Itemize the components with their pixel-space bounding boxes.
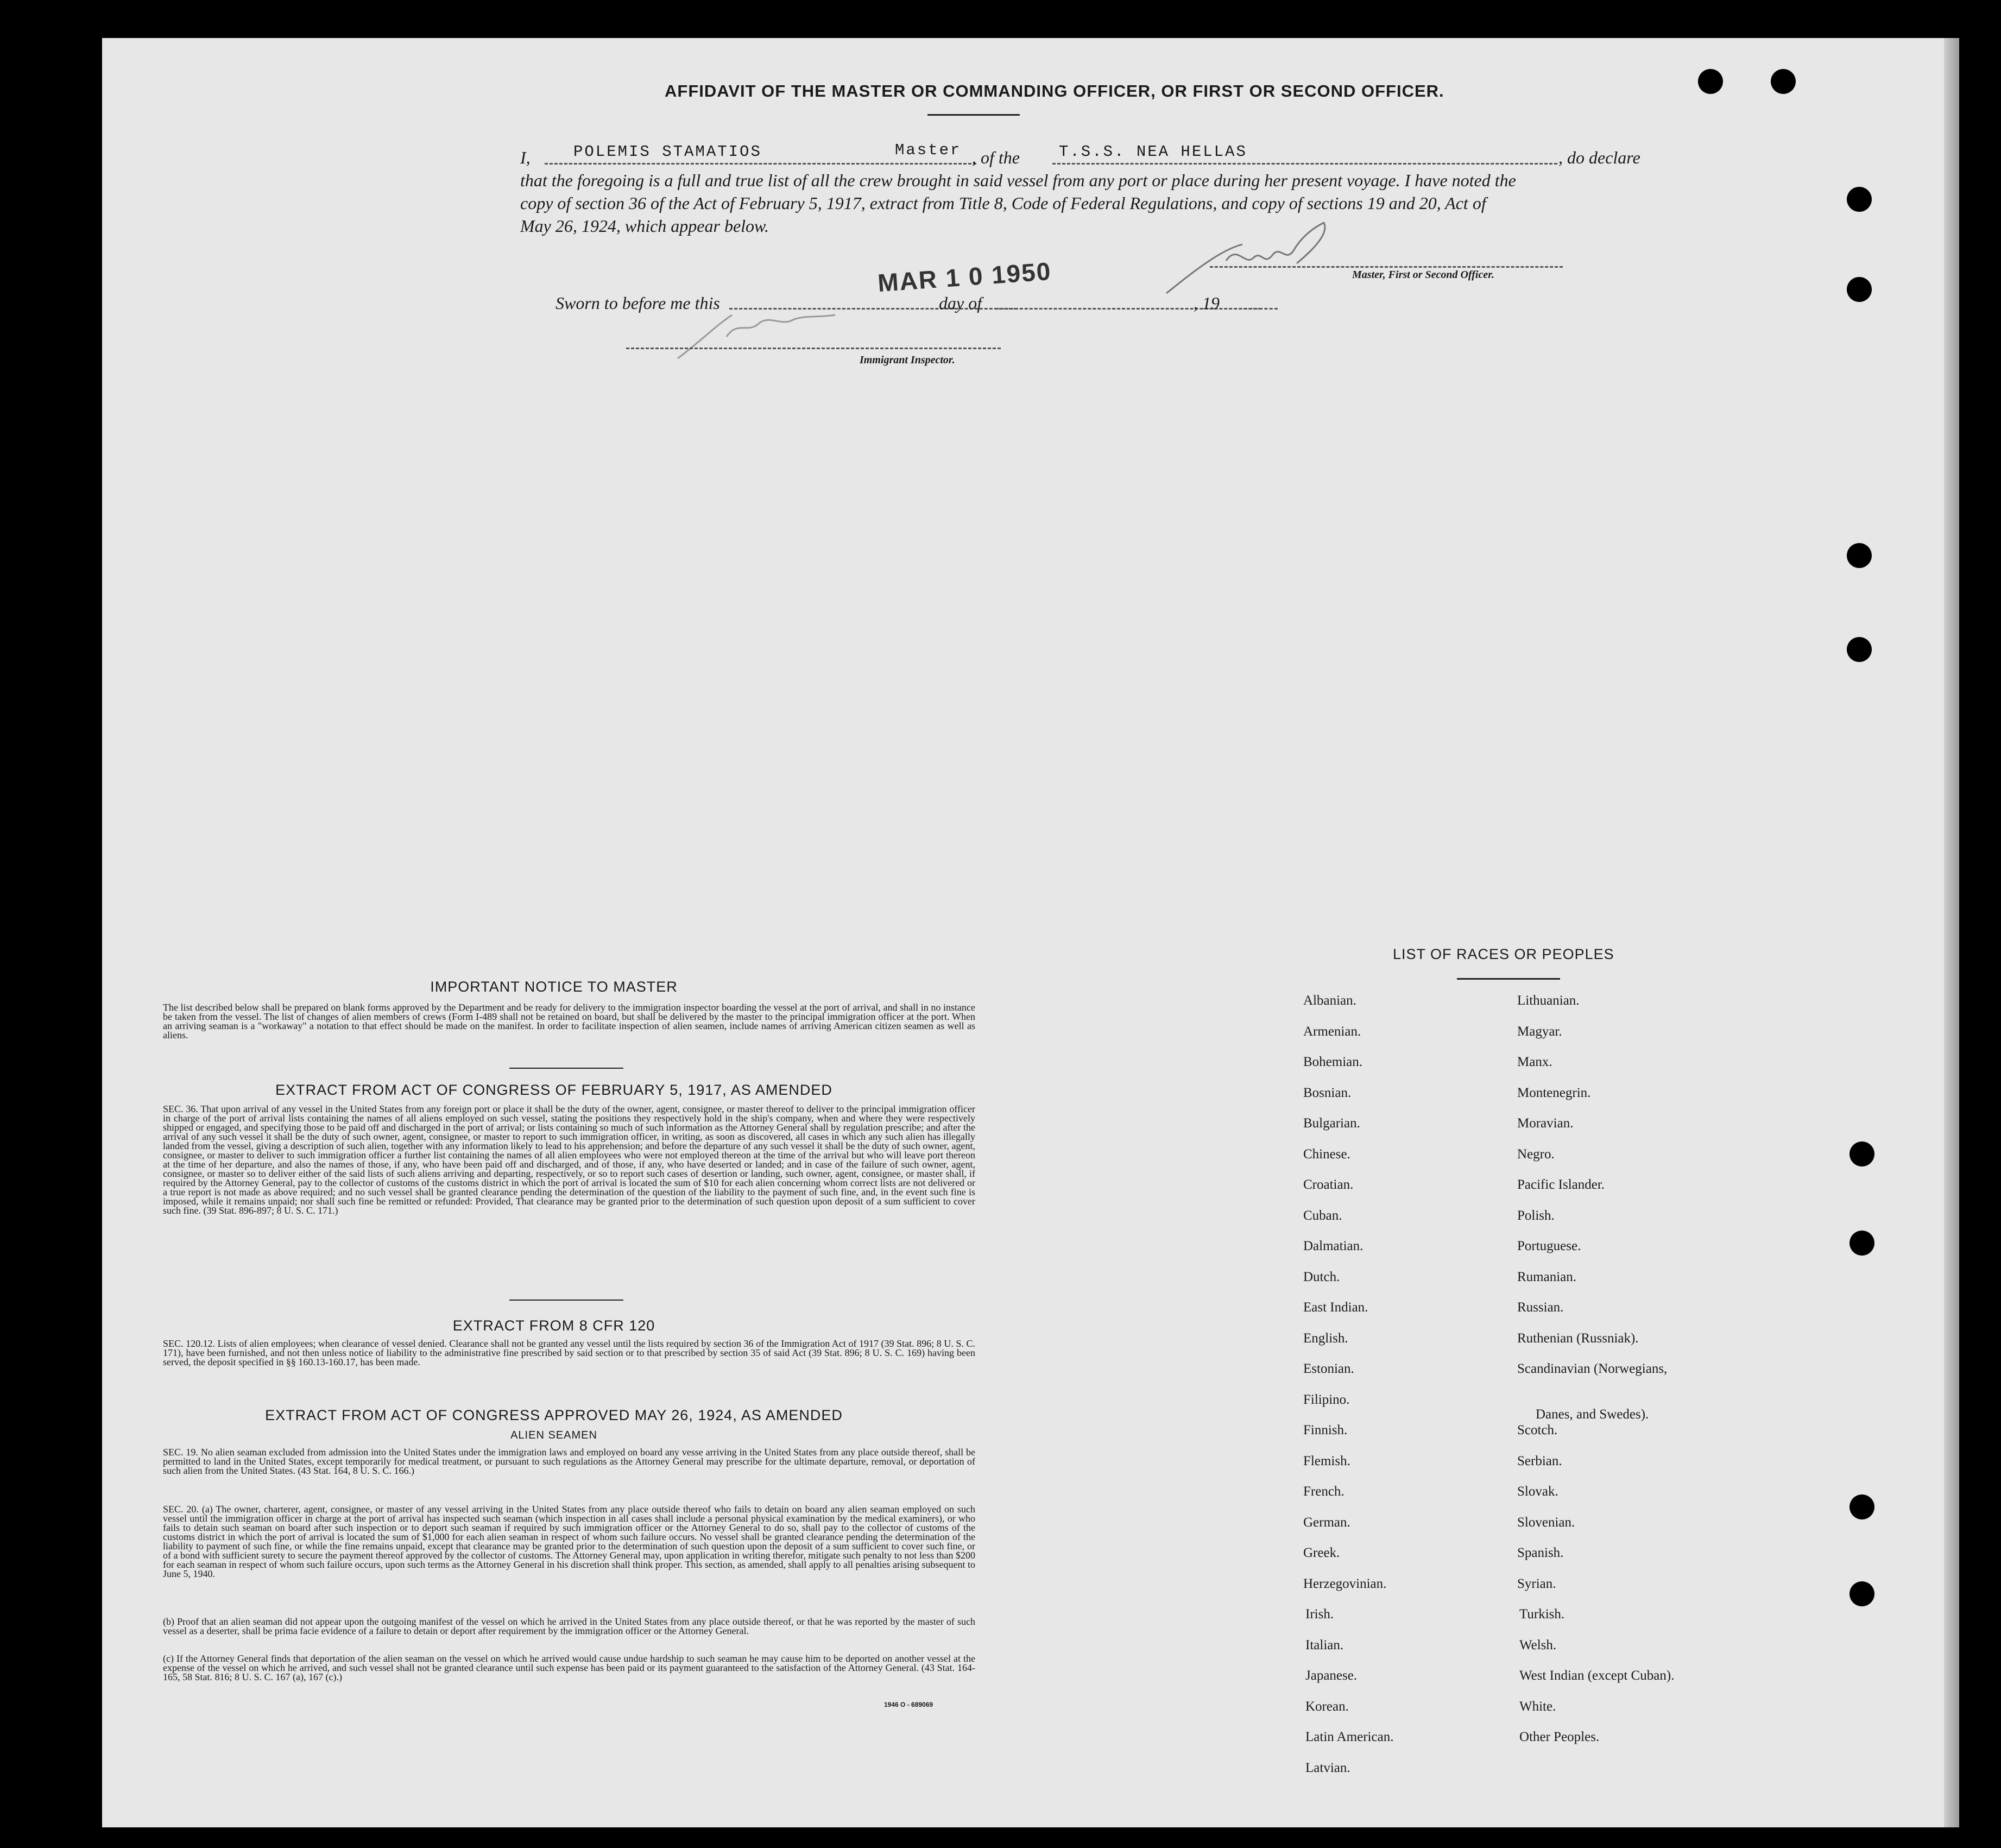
vessel-name: T.S.S. NEA HELLAS	[1059, 143, 1247, 161]
race-item: Polish.	[1517, 1208, 1555, 1223]
divider	[509, 1300, 623, 1301]
race-item: Latin American.	[1305, 1730, 1394, 1744]
races-title: LIST OF RACES OR PEOPLES	[1393, 946, 1614, 962]
race-item: Spanish.	[1517, 1546, 1564, 1560]
race-item: Lithuanian.	[1517, 993, 1580, 1008]
race-item: Slovak.	[1517, 1484, 1558, 1499]
race-item: Flemish.	[1303, 1453, 1350, 1468]
race-item: Ruthenian (Russniak).	[1517, 1330, 1639, 1346]
extract-1917-title: EXTRACT FROM ACT OF CONGRESS OF FEBRUARY 5, 1917, AS AMENDED	[275, 1082, 832, 1098]
master-name-line	[545, 163, 976, 165]
races-underline	[1457, 978, 1560, 980]
race-item: Italian.	[1305, 1637, 1344, 1653]
race-item: Filipino.	[1303, 1392, 1350, 1407]
race-item: Scotch.	[1517, 1423, 1558, 1437]
race-item: Moravian.	[1517, 1116, 1574, 1131]
extract-1917-body: SEC. 36. That upon arrival of any vessel in the United States from any foreign port or place it shall be the duty of the owner, agent, consignee, or master thereof to deliver to the principal immigration officer in charge of the port of arrival lists containing the names of all aliens employed on such vessel, stating the positions they respectively hold in the ship's company, when and where they were respectively shipped or engaged, and specifying those to be paid off and discharged in the port of arrival; or lists containing so much of such information as the Attorney General shall by regulation prescribe; and after the arrival of any such vessel it shall be the duty of such owner, agent, consignee, or master to report to such immigration officer, in writing, as soon as discovered, all cases in which any such alien has illegally landed from the vessel, giving a description of such alien, together with any information likely to lead to his apprehension; and before the departure of any such vessel it shall be the duty of such owner, agent, consignee, or master to deliver to such immigration officer a further list containing the names of all alien employees who were not employed thereon at the time of the arrival but who will leave port thereon at the time of her departure, and also the names of those, if any, who have been paid off and discharged, and of those, if any, who have deserted or landed; and in case of the failure of such owner, agent, consignee, or master so to deliver either of the said lists of such aliens arriving and departing, respectively, or so to report such cases of desertion or landing, such owner, agent, consignee, or master shall, if required by the Attorney General, pay to the collector of customs of the customs district in which the port of arrival is located the sum of $10 for each alien concerning whom correct lists are not delivered or a true report is not made as above required; and no such vessel shall be granted clearance pending the determination of the question of the liability to the payment of such fine, and, in the event such fine is imposed, while it remains unpaid; nor shall such fine be remitted or refunded: Provided, That clearance may be granted prior to the determination of such question upon deposit of a sum sufficient to cover such fine. (39 Stat. 896-897; 8 U. S. C. 171.)	[163, 1103, 975, 1216]
document-page	[102, 38, 1959, 1827]
race-item: West Indian (except Cuban).	[1519, 1668, 1675, 1683]
punch-hole	[1849, 1581, 1874, 1606]
master-signature-label: Master, First or Second Officer.	[1352, 269, 1494, 281]
extract-1924-sec19: SEC. 19. No alien seaman excluded from admission into the United States under the immigration laws and employed on board any vesse arriving in the United States from any place outside thereof, shall be permitted to land in the United States, except temporarily for medical treatment, or pursuant to such regulations as the Attorney General may prescribe for the ultimate departure, removal, or deportation of such alien from the United States. (43 Stat. 164, 8 U. S. C. 166.)	[163, 1447, 975, 1476]
race-item: East Indian.	[1303, 1300, 1368, 1315]
race-item: Pacific Islander.	[1517, 1177, 1605, 1192]
punch-hole	[1849, 1231, 1874, 1256]
race-item: Negro.	[1517, 1146, 1555, 1162]
do-declare-text: , do declare	[1558, 148, 1640, 167]
affidavit-title: AFFIDAVIT OF THE MASTER OR COMMANDING OFFICER, OR FIRST OR SECOND OFFICER.	[665, 81, 1444, 100]
day-of-text: day of	[939, 293, 982, 313]
race-item: Manx.	[1517, 1055, 1552, 1069]
punch-hole	[1847, 543, 1872, 568]
race-item: Danes, and Swedes).	[1536, 1407, 1649, 1422]
race-item: French.	[1303, 1484, 1344, 1499]
extract-1924-sec20a: SEC. 20. (a) The owner, charterer, agent, consignee, or master of any vessel arriving in the United States from any place outside thereof who fails to detain on board any alien seaman employed on such vessel until the immigration officer in charge at the port of arrival has inspected such seaman (which inspection in all cases shall include a personal physical examination by the medical examiners), or who fails to detain such seaman on board after such inspection or to deport such seaman if required by such immigration officer or the Attorney General to do so, shall pay to the collector of customs of the customs district in which the port of arrival is located the sum of $1,000 for each alien seaman in respect of whom such failure occurs. No vessel shall be granted clearance pending the determination of the liability to payment of such fine, or while the fine remains unpaid, except that clearance may be granted prior to the determination of such question upon the deposit of a sum sufficient to cover such fine, or of a bond with sufficient surety to secure the payment thereof approved by the collector of customs. The Attorney General may, upon application in writing therefor, mitigate such penalty to not less than $200 for each seaman in respect of whom such failure occurs, upon such terms as the Attorney General in his discretion shall think proper. This section, as amended, shall apply to all penalties arising subsequent to June 5, 1940.	[163, 1504, 975, 1579]
race-item: Syrian.	[1517, 1576, 1556, 1591]
race-item: Japanese.	[1305, 1668, 1358, 1683]
race-item: Korean.	[1305, 1699, 1349, 1714]
punch-hole	[1847, 187, 1872, 212]
punch-hole	[1849, 1141, 1874, 1166]
notice-title: IMPORTANT NOTICE TO MASTER	[430, 979, 678, 995]
race-item: Estonian.	[1303, 1361, 1354, 1376]
race-item: Herzegovinian.	[1303, 1576, 1387, 1591]
extract-cfr-body: SEC. 120.12. Lists of alien employees; when clearance of vessel denied. Clearance shall not be granted any vessel until the lists required by section 36 of the Immigration Act of 1917 (39 Stat. 896; 8 U. S. C. 171), have been furnished, and not then unless notice of liability to the administrative fine prescribed by said section or to that prescribed by section 35 of said Act (39 Stat. 896; 8 U. S. C. 169) having been served, the deposit specified in §§ 160.13-160.17, has been made.	[163, 1338, 975, 1367]
race-item: Bosnian.	[1303, 1085, 1352, 1100]
race-item: Cuban.	[1303, 1208, 1342, 1223]
race-item: Greek.	[1303, 1546, 1340, 1560]
race-item: Portuguese.	[1517, 1239, 1581, 1253]
race-item: Croatian.	[1303, 1177, 1354, 1192]
race-item: Welsh.	[1519, 1637, 1557, 1653]
race-item: Irish.	[1305, 1607, 1334, 1622]
title-underline	[927, 114, 1020, 116]
declaration-line-2: that the foregoing is a full and true list of all the crew brought in said vessel from any port or place during her present voyage. I have noted the	[520, 171, 1516, 190]
declaration-line-3: copy of section 36 of the Act of February 5, 1917, extract from Title 8, Code of Federal Regulations, and copy of sections 19 and 20, Act of	[520, 193, 1486, 213]
master-signature	[1150, 212, 1335, 304]
extract-cfr-title: EXTRACT FROM 8 CFR 120	[452, 1317, 655, 1334]
punch-hole	[1698, 69, 1723, 94]
sworn-year-line	[1229, 308, 1278, 310]
race-item: Armenian.	[1303, 1024, 1361, 1039]
race-item: Dalmatian.	[1303, 1239, 1364, 1253]
race-item: White.	[1519, 1699, 1556, 1714]
race-item: Other Peoples.	[1519, 1730, 1600, 1744]
punch-hole	[1847, 637, 1872, 662]
race-item: Albanian.	[1303, 993, 1356, 1008]
divider	[509, 1068, 623, 1069]
page-edge-shadow	[1944, 38, 1959, 1827]
inspector-signature	[667, 304, 851, 364]
race-item: Scandinavian (Norwegians,	[1517, 1361, 1668, 1376]
declare-prefix: I,	[520, 148, 531, 167]
extract-1924-sec20b: (b) Proof that an alien seaman did not appear upon the outgoing manifest of the vessel on which he arrived in the United States from any place outside thereof, or that he was reported by the master of such vessel as a deserter, shall be prima facie evidence of a failure to detain or deport after requirement by the immigration officer or the Attorney General.	[163, 1616, 975, 1636]
extract-1924-title: EXTRACT FROM ACT OF CONGRESS APPROVED MAY 26, 1924, AS AMENDED	[265, 1407, 843, 1423]
race-item: Turkish.	[1519, 1607, 1565, 1622]
master-rank: Master	[895, 141, 962, 159]
race-item: Rumanian.	[1517, 1269, 1577, 1284]
race-item: Latvian.	[1305, 1760, 1350, 1775]
race-item: Dutch.	[1303, 1269, 1340, 1284]
race-item: Slovenian.	[1517, 1515, 1575, 1530]
year-prefix: , 19	[1194, 293, 1220, 313]
notice-body: The list described below shall be prepared on blank forms approved by the Department and be ready for delivery to the immigration inspector boarding the vessel at the port of arrival, and shall in no instance be taken from the vessel. The list of changes of alien members of crews (Form I-489 shall not be retained on board, but shall be delivered by the master to the principal immigration officer at the port. When an arriving seaman is a "workaway" a notation to that effect should be made on the manifest. In order to facilitate inspection of alien seamen, include names of arriving American citizen seamen as well as aliens.	[163, 1002, 975, 1040]
punch-hole	[1771, 69, 1796, 94]
race-item: Bohemian.	[1303, 1055, 1363, 1069]
race-item: Russian.	[1517, 1300, 1564, 1315]
race-item: Bulgarian.	[1303, 1116, 1360, 1131]
race-item: Finnish.	[1303, 1423, 1348, 1437]
of-the-text: , of the	[972, 148, 1020, 167]
declaration-line-4: May 26, 1924, which appear below.	[520, 216, 769, 236]
vessel-name-line	[1052, 163, 1557, 165]
punch-hole	[1847, 277, 1872, 302]
inspector-label: Immigrant Inspector.	[860, 354, 955, 366]
date-stamp: MAR 1 0 1950	[876, 256, 1053, 298]
race-item: Montenegrin.	[1517, 1085, 1591, 1100]
race-item: Serbian.	[1517, 1453, 1562, 1468]
print-code: 1946 O - 689069	[884, 1701, 933, 1708]
master-name: POLEMIS STAMATIOS	[573, 143, 762, 161]
sworn-prefix: Sworn to before me this	[556, 293, 720, 313]
race-item: English.	[1303, 1330, 1348, 1346]
sworn-month-line	[995, 308, 1261, 310]
extract-1924-sec20c: (c) If the Attorney General finds that deportation of the alien seaman on the vessel on which he arrived would cause undue hardship to such seaman he may cause him to be deported on another vessel at the expense of the vessel on which he arrived, and such vessel shall not be granted clearance until such expense has been paid or its payment guaranteed to the satisfaction of the Attorney General. (43 Stat. 164-165, 58 Stat. 816; 8 U. S. C. 167 (a), 167 (c).)	[163, 1653, 975, 1682]
race-item: German.	[1303, 1515, 1350, 1530]
inspector-signature-line	[626, 348, 1001, 349]
extract-1924-subtitle: ALIEN SEAMEN	[510, 1429, 597, 1441]
race-item: Magyar.	[1517, 1024, 1562, 1039]
punch-hole	[1849, 1494, 1874, 1519]
race-item: Chinese.	[1303, 1146, 1350, 1162]
